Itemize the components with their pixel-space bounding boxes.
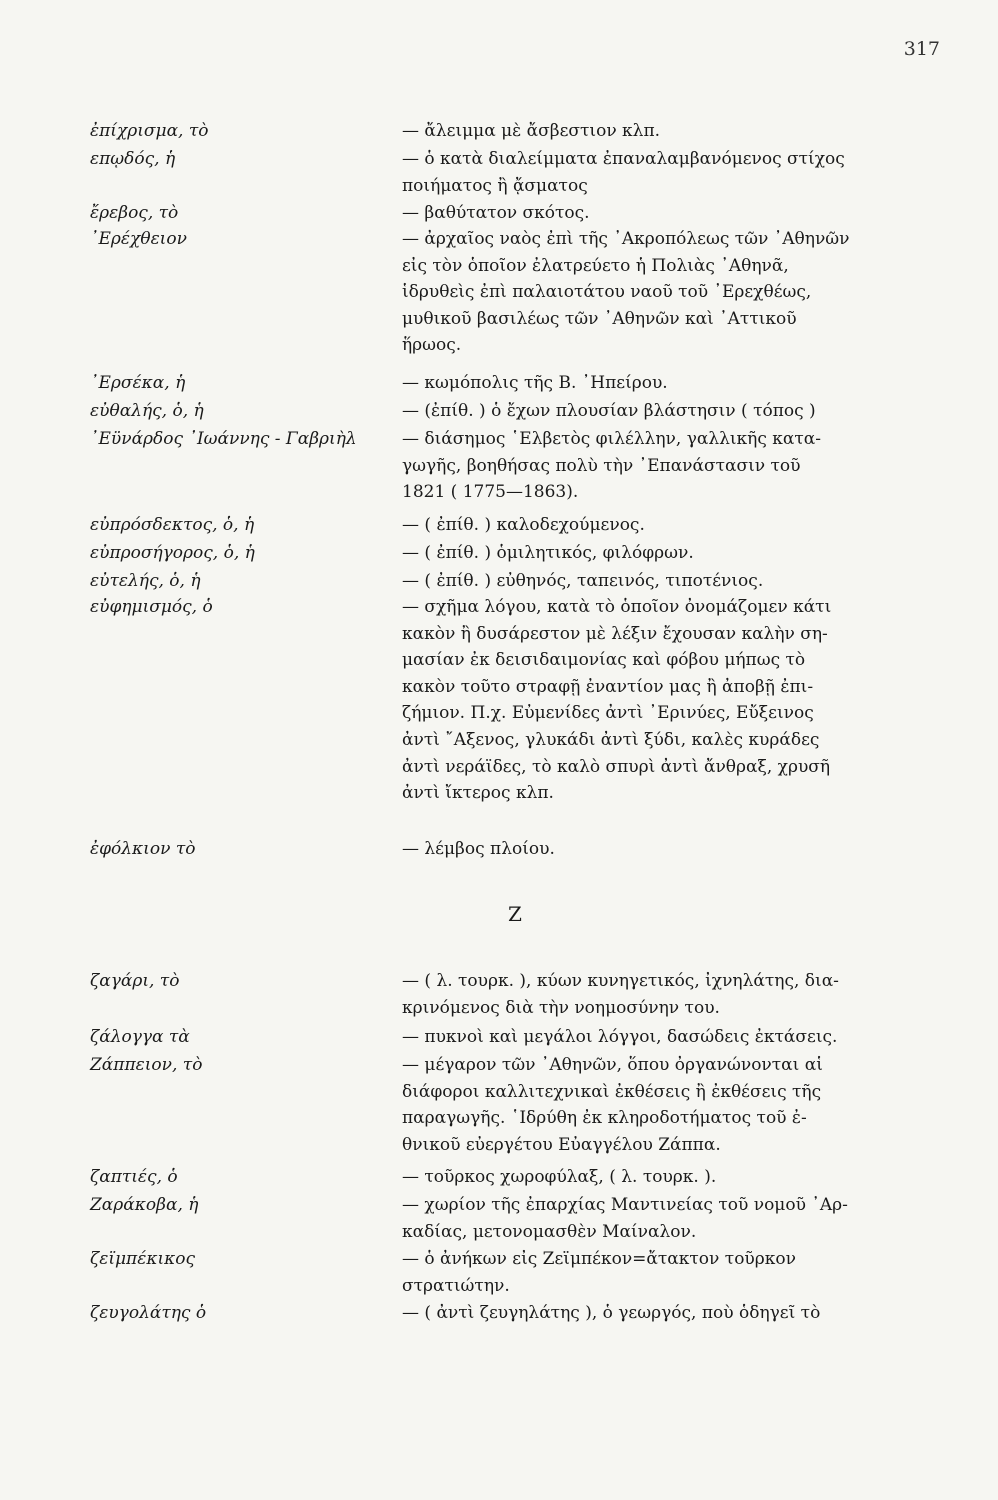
entry-headword: ἐπίχρισμα, τὸ	[90, 121, 209, 141]
definition-line: — χωρίον τῆς ἐπαρχίας Μαντινείας τοῦ νομοῦ ᾿Αρ-	[402, 1195, 848, 1215]
entry-headword: ζεϊμπέκικος	[90, 1249, 196, 1269]
definition-line: — λέμβος πλοίου.	[402, 839, 555, 859]
definition-line: κακὸν τοῦτο στραφῇ ἐναντίον μας ἢ ἀποβῇ ἐπι-	[402, 676, 814, 697]
definition-line: ζήμιον. Π.χ. Εὐμενίδες ἀντὶ ᾿Ερινύες, Εὔξεινος	[402, 703, 814, 724]
definition-line: — ( ἀντὶ ζευγηλάτης ), ὁ γεωργός, ποὺ ὁδηγεῖ τὸ	[402, 1303, 821, 1323]
definition-line: — ὁ ἀνήκων εἰς Ζεϊμπέκον=ἄτακτον τοῦρκον	[402, 1249, 796, 1269]
entry-headword: ᾿Ερέχθειον	[90, 229, 187, 249]
entry-headword: ζαπτιές, ὁ	[90, 1167, 178, 1187]
definition-line: — διάσημος ῾Ελβετὸς φιλέλλην, γαλλικῆς κατα-	[402, 429, 822, 449]
definition-line: κρινόμενος διὰ τὴν νοημοσύνην του.	[402, 997, 720, 1018]
entry-definition	[402, 1192, 942, 1245]
definition-line: μυθικοῦ βασιλέως τῶν ᾿Αθηνῶν καὶ ᾿Αττικοῦ	[402, 308, 797, 329]
definition-line: γωγῆς, βοηθήσας πολὺ τὴν ᾿Επανάστασιν τοῦ	[402, 455, 801, 476]
entry-definition	[402, 1052, 942, 1158]
definition-line: — (ἐπίθ. ) ὁ ἔχων πλουσίαν βλάστησιν ( τόπος )	[402, 401, 816, 421]
definition-line: ἀντὶ ἴκτερος κλπ.	[402, 783, 554, 804]
definition-line: — ( ἐπίθ. ) καλοδεχούμενος.	[402, 515, 645, 535]
entry-definition	[402, 200, 942, 227]
entry-definition	[402, 1024, 942, 1051]
entry-definition	[402, 226, 942, 359]
definition-line: ἀντὶ νεράϊδες, τὸ καλὸ σπυρὶ ἀντὶ ἄνθραξ, χρυσῆ	[402, 756, 831, 777]
definition-line: στρατιώτην.	[402, 1275, 510, 1296]
entry-definition	[402, 1300, 942, 1327]
definition-line: — ( λ. τουρκ. ), κύων κυνηγετικός, ἰχνηλάτης, δια-	[402, 971, 839, 991]
definition-line: — κωμόπολις τῆς Β. ᾿Ηπείρου.	[402, 373, 668, 393]
entry-headword: εὐπροσήγορος, ὁ, ἡ	[90, 543, 255, 563]
entry-headword: ἔρεβος, τὸ	[90, 203, 179, 223]
definition-line: καδίας, μετονομασθὲν Μαίναλον.	[402, 1221, 697, 1242]
entry-headword: εὐθαλής, ὁ, ἡ	[90, 401, 204, 421]
entry-definition	[402, 426, 942, 506]
entry-headword: Ζαράκοβα, ἡ	[90, 1195, 199, 1215]
entry-headword: εὐτελής, ὁ, ἡ	[90, 571, 201, 591]
definition-line: — τοῦρκος χωροφύλαξ, ( λ. τουρκ. ).	[402, 1167, 717, 1187]
definition-line: κακὸν ἢ δυσάρεστον μὲ λέξιν ἔχουσαν καλὴν ση-	[402, 623, 828, 644]
definition-line: — μέγαρον τῶν ᾿Αθηνῶν, ὅπου ὀργανώνονται αἱ	[402, 1055, 823, 1075]
entry-definition	[402, 568, 942, 595]
entry-headword: ᾿Ερσέκα, ἡ	[90, 373, 186, 393]
entry-headword: ἐφόλκιον τὸ	[90, 839, 196, 859]
entry-definition	[402, 540, 942, 567]
entry-definition	[402, 512, 942, 539]
entry-definition	[402, 118, 942, 145]
entry-definition	[402, 594, 942, 807]
section-letter: Ζ	[508, 902, 522, 926]
page-number: 317	[903, 38, 940, 60]
definition-line: — πυκνοὶ καὶ μεγάλοι λόγγοι, δασώδεις ἐκτάσεις.	[402, 1027, 838, 1047]
entry-headword: εὐπρόσδεκτος, ὁ, ἡ	[90, 515, 255, 535]
entry-headword: εὐφημισμός, ὁ	[90, 597, 213, 617]
definition-line: ποιήματος ἢ ᾄσματος	[402, 175, 588, 196]
entry-definition	[402, 836, 942, 863]
definition-line: διάφοροι καλλιτεχνικαὶ ἐκθέσεις ἢ ἐκθέσεις τῆς	[402, 1081, 822, 1102]
definition-line: — βαθύτατον σκότος.	[402, 203, 590, 223]
entry-definition	[402, 1164, 942, 1191]
entry-definition	[402, 1246, 942, 1299]
definition-line: παραγωγῆς. ῾Ιδρύθη ἐκ κληροδοτήματος τοῦ ἐ-	[402, 1108, 807, 1129]
entry-headword: επῳδός, ἡ	[90, 149, 176, 169]
definition-line: — σχῆμα λόγου, κατὰ τὸ ὁποῖον ὀνομάζομεν κάτι	[402, 597, 832, 617]
definition-line: — ( ἐπίθ. ) ὁμιλητικός, φιλόφρων.	[402, 543, 694, 563]
entry-definition	[402, 398, 942, 425]
definition-line: — ὁ κατὰ διαλείμματα ἐπαναλαμβανόμενος στίχος	[402, 149, 845, 169]
entry-headword: Ζάππειον, τὸ	[90, 1055, 203, 1075]
definition-line: ἀντὶ ῎Αξενος, γλυκάδι ἀντὶ ξύδι, καλὲς κυράδες	[402, 729, 820, 750]
entry-headword: ζαγάρι, τὸ	[90, 971, 180, 991]
entry-headword: ᾿Εϋνάρδος ᾿Ιωάννης - Γαβριὴλ	[90, 429, 357, 449]
definition-line: εἰς τὸν ὁποῖον ἐλατρεύετο ἡ Πολιὰς ᾿Αθηνᾶ,	[402, 255, 789, 276]
definition-line: — ἄλειμμα μὲ ἄσβεστιον κλπ.	[402, 121, 661, 141]
entry-definition	[402, 370, 942, 397]
definition-line: ἱδρυθεὶς ἐπὶ παλαιοτάτου ναοῦ τοῦ ᾿Ερεχθέως,	[402, 282, 812, 303]
entry-definition	[402, 968, 942, 1021]
definition-line: — ἀρχαῖος ναὸς ἐπὶ τῆς ᾿Ακροπόλεως τῶν ᾿Αθηνῶν	[402, 229, 850, 249]
entry-definition	[402, 146, 942, 199]
definition-line: 1821 ( 1775—1863).	[402, 482, 579, 503]
definition-line: — ( ἐπίθ. ) εὐθηνός, ταπεινός, τιποτένιος.	[402, 571, 764, 591]
entry-headword: ζευγολάτης ὁ	[90, 1303, 207, 1323]
definition-line: ἥρωος.	[402, 335, 462, 356]
definition-line: μασίαν ἐκ δεισιδαιμονίας καὶ φόβου μήπως τὸ	[402, 650, 806, 671]
definition-line: θνικοῦ εὐεργέτου Εὐαγγέλου Ζάππα.	[402, 1134, 721, 1155]
entry-headword: ζάλογγα τὰ	[90, 1027, 190, 1047]
